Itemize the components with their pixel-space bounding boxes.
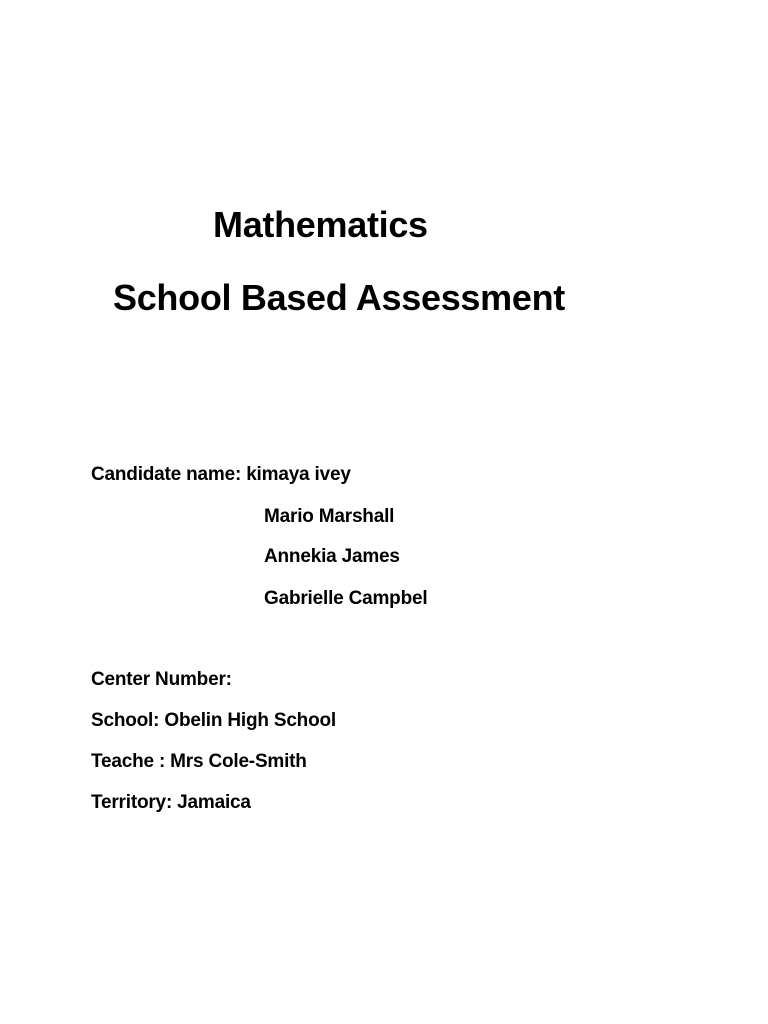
- school-value: Obelin High School: [164, 710, 336, 731]
- candidate-name-2: Mario Marshall: [264, 506, 395, 527]
- candidate-name-separator: :: [234, 464, 247, 485]
- teacher-label: Teache: [91, 751, 154, 772]
- teacher-separator: :: [153, 751, 171, 772]
- candidate-name-4: Gabrielle Campbel: [264, 588, 428, 609]
- territory-line: [91, 791, 251, 815]
- candidate-name-1: kimaya ivey: [246, 464, 351, 485]
- school-line: [91, 709, 336, 733]
- center-number-label: Center Number: [91, 669, 226, 690]
- teacher-line: [91, 750, 307, 774]
- school-separator: :: [153, 710, 165, 731]
- territory-separator: :: [165, 792, 178, 813]
- territory-label: Territory: [91, 792, 166, 813]
- candidate-name-3: Annekia James: [264, 546, 400, 567]
- teacher-value: Mrs Cole-Smith: [170, 751, 307, 772]
- document-subtitle: School Based Assessment: [113, 277, 565, 318]
- document-title: Mathematics: [213, 204, 428, 245]
- territory-value: Jamaica: [177, 792, 251, 813]
- school-label: School: [91, 710, 154, 731]
- center-number-separator: :: [225, 669, 232, 690]
- candidate-name-label: Candidate name: [91, 464, 235, 485]
- center-number-line: [91, 668, 232, 692]
- candidate-name-line: [91, 463, 351, 487]
